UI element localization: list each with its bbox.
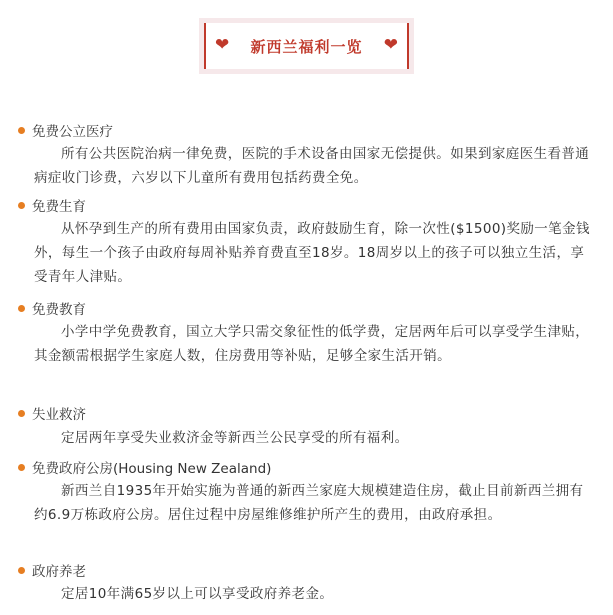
bullet-dot-icon <box>18 567 25 574</box>
section-heading-row <box>18 119 113 141</box>
section-body: 新西兰自1935年开始实施为普通的新西兰家庭大规模建造住房，截止目前新西兰拥有约6.9万栋政府公房。居住过程中房屋维修维护所产生的费用，由政府承担。 <box>34 483 584 523</box>
section-heading: 政府养老 <box>32 564 86 580</box>
section-heading: 免费政府公房(Housing New Zealand) <box>32 461 272 477</box>
section-heading-row <box>18 297 86 319</box>
title-banner <box>199 18 414 74</box>
section-body: 所有公共医院治病一律免费，医院的手术设备由国家无偿提供。如果到家庭医生看普通病症收门诊费，六岁以下儿童所有费用包括药费全免。 <box>34 146 590 186</box>
section-heading: 免费公立医疗 <box>32 124 113 140</box>
page-title: 新西兰福利一览 <box>250 37 363 56</box>
section-heading: 免费教育 <box>32 302 86 318</box>
section-body: 定居两年享受失业救济金等新西兰公民享受的所有福利。 <box>61 430 409 446</box>
section-heading-row <box>18 194 86 216</box>
section-heading: 免费生育 <box>32 199 86 215</box>
section-heading-row <box>18 456 271 478</box>
title-frame <box>204 23 409 69</box>
bullet-dot-icon <box>18 305 25 312</box>
heart-icon: ❤ <box>383 35 398 56</box>
section-heading-row <box>18 402 86 424</box>
section-body: 小学中学免费教育，国立大学只需交象征性的低学费，定居两年后可以享受学生津贴，其金额需根据学生家庭人数，住房费用等补贴，足够全家生活开销。 <box>34 324 590 364</box>
bullet-dot-icon <box>18 464 25 471</box>
section-heading-row <box>18 559 86 581</box>
section-body: 定居10年满65岁以上可以享受政府养老金。 <box>61 586 334 602</box>
bullet-dot-icon <box>18 127 25 134</box>
heart-icon: ❤ <box>215 35 230 56</box>
bullet-dot-icon <box>18 202 25 209</box>
section-body: 从怀孕到生产的所有费用由国家负责，政府鼓励生育，除一次性($1500)奖励一笔金钱外，每生一个孩子由政府每周补贴养育费直至18岁。18周岁以上的孩子可以独立生活，享受青年人津贴。 <box>34 221 590 285</box>
section-heading: 失业救济 <box>32 407 86 423</box>
bullet-dot-icon <box>18 410 25 417</box>
